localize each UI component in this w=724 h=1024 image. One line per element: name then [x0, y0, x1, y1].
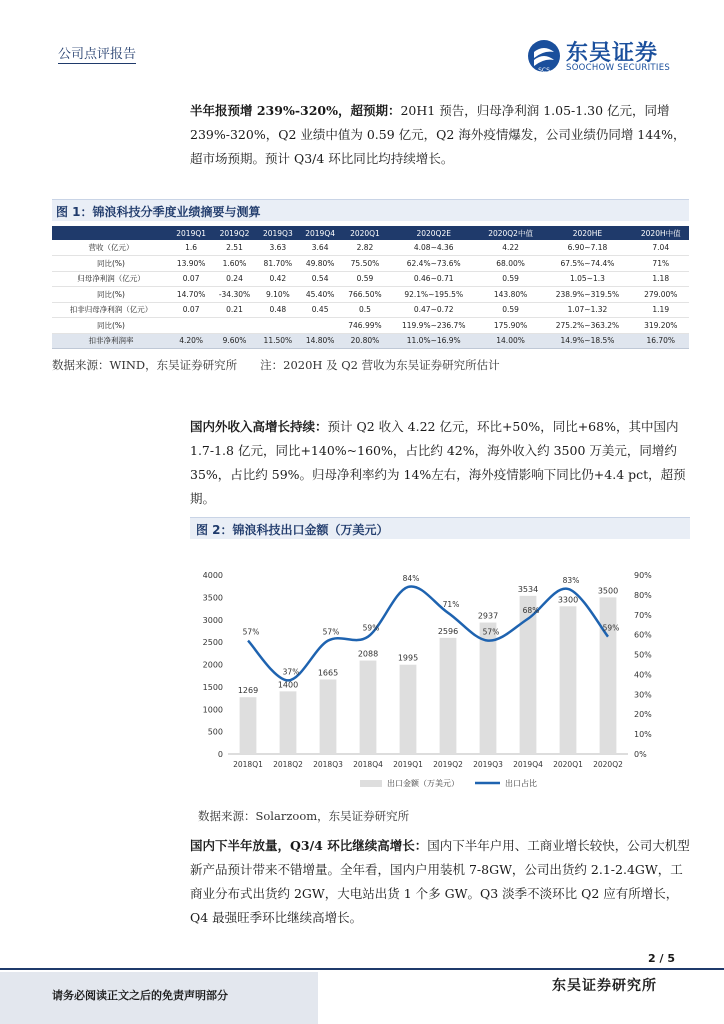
- line-data-label: 68%: [522, 605, 540, 615]
- table-cell: 1.60%: [212, 256, 256, 272]
- table-cell: 143.80%: [479, 287, 543, 303]
- table-cell: 4.22: [479, 240, 543, 256]
- table-cell: 279.00%: [633, 287, 689, 303]
- table-cell: 0.54: [299, 271, 341, 287]
- table-cell: 0.46~0.71: [389, 271, 479, 287]
- paragraph-half-year: [190, 99, 690, 171]
- table-cell: 3.64: [299, 240, 341, 256]
- table-cell: 1.07~1.32: [542, 302, 632, 318]
- table-cell: 14.70%: [170, 287, 212, 303]
- table-cell: -34.30%: [212, 287, 256, 303]
- paragraph-revenue-growth: [190, 415, 690, 511]
- brand-logo-icon: [526, 38, 562, 74]
- table-cell: 0.48: [257, 302, 299, 318]
- y-right-tick-label: 0%: [634, 750, 647, 759]
- table-cell: 62.4%~73.6%: [389, 256, 479, 272]
- table-cell: 68.00%: [479, 256, 543, 272]
- table-cell: 9.60%: [212, 333, 256, 349]
- bar: [240, 697, 257, 754]
- y-right-tick-label: 50%: [634, 650, 652, 660]
- figure1-source: 数据来源：WIND，东吴证券研究所 注：2020H 及 Q2 营收为东吴证券研究所估计: [52, 358, 500, 372]
- table-row-label: 同比(%): [52, 287, 170, 303]
- bar-data-label: 1665: [317, 668, 339, 678]
- bar-data-label: 2937: [477, 611, 499, 621]
- table-cell: 11.0%~16.9%: [389, 333, 479, 349]
- bar-data-label: 2088: [357, 649, 379, 659]
- y-right-tick-label: 60%: [634, 630, 652, 640]
- table-row: [52, 256, 689, 272]
- table-header-cell: 2020Q2中值: [479, 226, 543, 240]
- paragraph-body: 20H1 预告，归母净利润 1.05-1.30 亿元，同增 239%-320%，Q2 业绩中值为 0.59 亿元，Q2 海外疫情爆发，公司业绩仍同增 144%，超市场预期。预计 Q3/4 环比同比均持续增长。: [190, 103, 686, 166]
- report-type-label: 公司点评报告: [58, 43, 136, 64]
- paragraph-domestic-outlook: [190, 834, 690, 930]
- table-cell: 71%: [633, 256, 689, 272]
- paragraph-lead: 国内下半年放量，Q3/4 环比继续高增长：: [190, 838, 428, 853]
- y-left-tick-label: 3000: [202, 615, 223, 625]
- table-cell: 11.50%: [257, 333, 299, 349]
- table-row: [52, 240, 689, 256]
- x-tick-label: 2018Q2: [273, 760, 303, 769]
- table-cell: 0.07: [170, 302, 212, 318]
- bar-data-label: 1995: [397, 653, 419, 663]
- table-row: [52, 333, 689, 349]
- bar-data-label: 3534: [517, 584, 539, 594]
- table-cell: 2.51: [212, 240, 256, 256]
- y-left-tick-label: 0: [217, 750, 223, 759]
- table-cell: 45.40%: [299, 287, 341, 303]
- table-cell: 0.59: [341, 271, 388, 287]
- table-cell: 14.9%~18.5%: [542, 333, 632, 349]
- table-cell: 49.80%: [299, 256, 341, 272]
- bar: [320, 679, 337, 754]
- table-cell: 746.99%: [341, 318, 388, 334]
- table-cell: 0.59: [479, 271, 543, 287]
- table-cell: 13.90%: [170, 256, 212, 272]
- y-left-tick-label: 3500: [202, 593, 223, 603]
- x-tick-label: 2019Q1: [393, 760, 423, 769]
- table-row-label: 扣非归母净利润（亿元）: [52, 302, 170, 318]
- footer-institute: 东吴证券研究所: [552, 978, 657, 994]
- bar-data-label: 3500: [597, 586, 619, 596]
- brand-logo: [526, 36, 696, 76]
- table-cell: 81.70%: [257, 256, 299, 272]
- table-cell: 0.47~0.72: [389, 302, 479, 318]
- y-right-tick-label: 10%: [634, 730, 652, 740]
- bar-data-label: 2596: [437, 626, 459, 636]
- y-right-tick-label: 30%: [634, 690, 652, 700]
- table-cell: 119.9%~236.7%: [389, 318, 479, 334]
- table-cell: 0.24: [212, 271, 256, 287]
- y-left-tick-label: 2500: [202, 638, 223, 648]
- table-row: [52, 302, 689, 318]
- table-cell: 14.80%: [299, 333, 341, 349]
- legend-line-label: 出口占比: [505, 779, 537, 788]
- table-header-cell: [52, 226, 170, 240]
- line-data-label: 59%: [362, 623, 380, 633]
- table-header-row: [52, 226, 689, 240]
- table-cell: 67.5%~74.4%: [542, 256, 632, 272]
- x-tick-label: 2020Q2: [593, 760, 623, 769]
- x-tick-label: 2018Q1: [233, 760, 263, 769]
- y-right-tick-label: 20%: [634, 710, 652, 720]
- line-data-label: 57%: [482, 627, 500, 637]
- y-right-tick-label: 70%: [634, 610, 652, 620]
- paragraph-lead: 半年报预增 239%-320%，超预期：: [190, 103, 401, 118]
- table-row-label: 扣非净利润率: [52, 333, 170, 349]
- paragraph-lead: 国内外收入高增长持续：: [190, 419, 328, 434]
- logo-letters: SCS: [538, 67, 550, 74]
- bar: [480, 623, 497, 754]
- quarterly-summary-table: [52, 226, 689, 349]
- legend-bar-swatch: [360, 780, 382, 787]
- table-cell: 3.63: [257, 240, 299, 256]
- table-header-cell: 2019Q3: [257, 226, 299, 240]
- y-left-tick-label: 4000: [202, 571, 223, 580]
- paragraph-body: 预计 Q2 收入 4.22 亿元，环比+50%，同比+68%，其中国内 1.7-1.8 亿元，同比+140%~160%，占比约 42%，海外收入约 3500 万美元，同增约 35%，占比约 59%。归母净利率约为 14%左右，海外疫情影响下同比仍+4.4 pct，超预期。: [190, 419, 686, 506]
- line-data-label: 57%: [322, 627, 340, 637]
- table-cell: 0.21: [212, 302, 256, 318]
- legend-bar-label: 出口金额（万美元）: [387, 779, 459, 788]
- table-cell: 2.82: [341, 240, 388, 256]
- table-cell: 4.08~4.36: [389, 240, 479, 256]
- table-row-label: 同比(%): [52, 256, 170, 272]
- bar-data-label: 3300: [557, 595, 579, 605]
- table-header-cell: 2020HE: [542, 226, 632, 240]
- table-cell: 20.80%: [341, 333, 388, 349]
- figure1-title: 图 1：锦浪科技分季度业绩摘要与测算: [52, 199, 689, 221]
- table-row: [52, 271, 689, 287]
- table-row-label: 营收（亿元）: [52, 240, 170, 256]
- paragraph-body: 国内下半年户用、工商业增长较快，公司大机型新产品预计带来不错增量。全年看，国内户用装机 7-8GW，公司出货约 2.1-2.4GW，工商业分布式出货约 2GW，大电站出货 1 个多 GW。Q3 淡季不淡环比 Q2 应有所增长，Q4 最强旺季环比继续高增长。: [190, 838, 690, 925]
- figure2-source: 数据来源：Solarzoom，东吴证券研究所: [198, 809, 410, 823]
- share-line: [248, 586, 608, 680]
- line-data-label: 71%: [442, 599, 460, 609]
- table-cell: 0.42: [257, 271, 299, 287]
- table-cell: 1.6: [170, 240, 212, 256]
- table-cell: 275.2%~363.2%: [542, 318, 632, 334]
- footer-divider: [0, 968, 724, 970]
- table-row: [52, 318, 689, 334]
- y-left-tick-label: 1500: [202, 682, 223, 692]
- bar: [360, 661, 377, 754]
- line-data-label: 84%: [402, 573, 420, 583]
- table-row: [52, 287, 689, 303]
- table-cell: [170, 318, 212, 334]
- table-cell: 14.00%: [479, 333, 543, 349]
- table-cell: 6.90~7.18: [542, 240, 632, 256]
- bar-data-label: 1400: [277, 680, 299, 690]
- x-tick-label: 2018Q4: [353, 760, 383, 769]
- table-cell: 0.07: [170, 271, 212, 287]
- bar: [400, 665, 417, 754]
- table-cell: [299, 318, 341, 334]
- table-cell: 175.90%: [479, 318, 543, 334]
- table-cell: [212, 318, 256, 334]
- bar: [440, 638, 457, 754]
- table-cell: 92.1%~195.5%: [389, 287, 479, 303]
- x-tick-label: 2018Q3: [313, 760, 343, 769]
- table-cell: 0.5: [341, 302, 388, 318]
- x-tick-label: 2019Q4: [513, 760, 543, 769]
- bar-data-label: 1269: [237, 686, 259, 696]
- x-tick-label: 2019Q3: [473, 760, 503, 769]
- table-header-cell: 2019Q2: [212, 226, 256, 240]
- line-data-label: 37%: [282, 667, 300, 677]
- table-cell: 9.10%: [257, 287, 299, 303]
- line-data-label: 83%: [562, 575, 580, 585]
- table-cell: 1.05~1.3: [542, 271, 632, 287]
- y-right-tick-label: 90%: [634, 571, 652, 580]
- bar: [600, 597, 617, 754]
- line-data-label: 59%: [602, 623, 620, 633]
- table-header-cell: 2019Q1: [170, 226, 212, 240]
- footer-disclaimer: 请务必阅读正文之后的免责声明部分: [52, 989, 228, 1002]
- brand-name-en: SOOCHOW SECURITIES: [566, 63, 671, 73]
- table-row-label: 同比(%): [52, 318, 170, 334]
- table-cell: 0.59: [479, 302, 543, 318]
- table-cell: 319.20%: [633, 318, 689, 334]
- y-left-tick-label: 500: [207, 727, 223, 737]
- line-data-label: 57%: [242, 627, 260, 637]
- table-cell: 0.45: [299, 302, 341, 318]
- table-cell: 16.70%: [633, 333, 689, 349]
- export-amount-chart: [190, 555, 690, 800]
- figure2-title: 图 2：锦浪科技出口金额（万美元）: [190, 517, 690, 539]
- y-right-tick-label: 40%: [634, 670, 652, 680]
- table-cell: 7.04: [633, 240, 689, 256]
- table-cell: 238.9%~319.5%: [542, 287, 632, 303]
- table-cell: 4.20%: [170, 333, 212, 349]
- table-header-cell: 2020Q2E: [389, 226, 479, 240]
- table-cell: [257, 318, 299, 334]
- bar: [280, 691, 297, 754]
- page-number: 2 / 5: [648, 952, 675, 965]
- table-cell: 766.50%: [341, 287, 388, 303]
- x-tick-label: 2019Q2: [433, 760, 463, 769]
- x-tick-label: 2020Q1: [553, 760, 583, 769]
- table-header-cell: 2020H中值: [633, 226, 689, 240]
- bar: [560, 606, 577, 754]
- table-cell: 75.50%: [341, 256, 388, 272]
- table-header-cell: 2019Q4: [299, 226, 341, 240]
- y-right-tick-label: 80%: [634, 590, 652, 600]
- table-cell: 1.18: [633, 271, 689, 287]
- table-row-label: 归母净利润（亿元）: [52, 271, 170, 287]
- y-left-tick-label: 2000: [202, 660, 223, 670]
- table-cell: 1.19: [633, 302, 689, 318]
- y-left-tick-label: 1000: [202, 705, 223, 715]
- brand-name-cn: 东吴证券: [566, 41, 659, 66]
- table-header-cell: 2020Q1: [341, 226, 388, 240]
